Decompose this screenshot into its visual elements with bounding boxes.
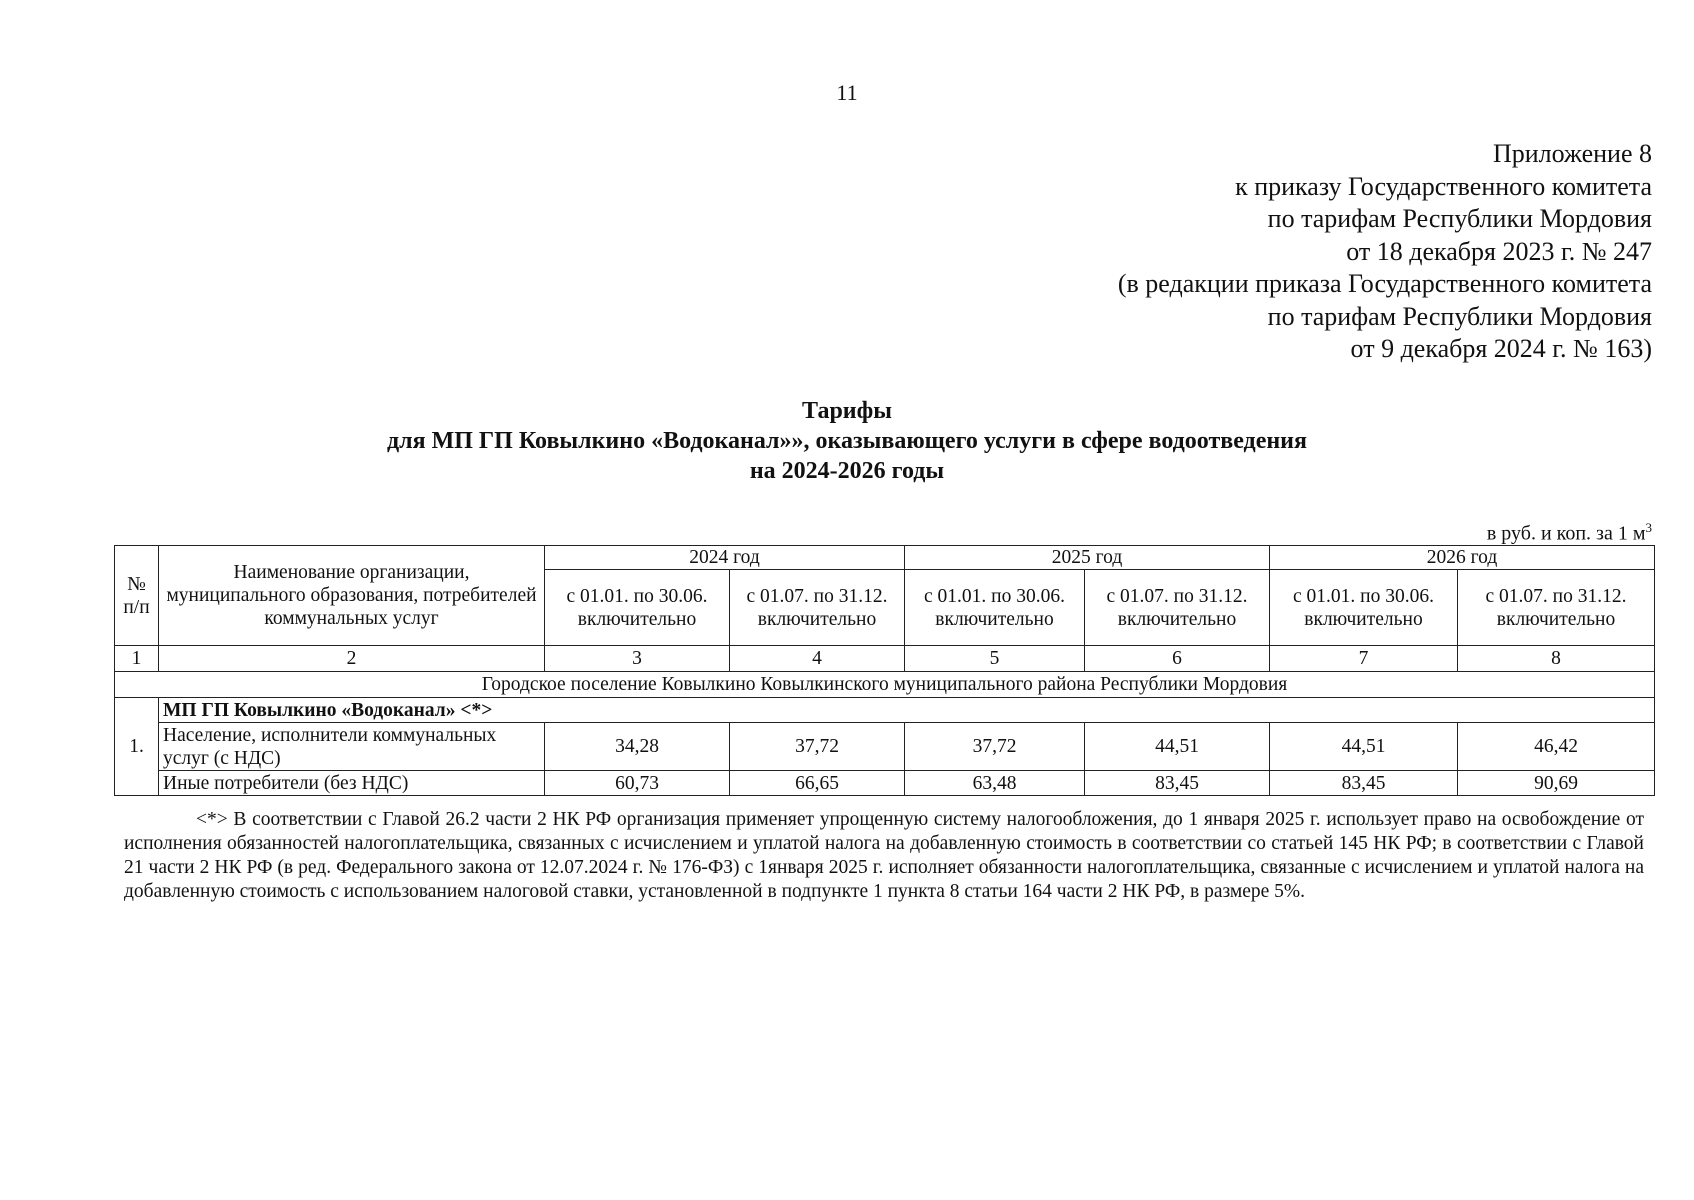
title-line-2: для МП ГП Ковылкино «Водоканал»», оказывающего услуги в сфере водоотведения bbox=[386, 428, 1307, 454]
appendix-block bbox=[752, 138, 1652, 366]
tariff-value: 44,51 bbox=[1085, 723, 1270, 771]
tariff-value: 60,73 bbox=[545, 771, 730, 796]
tariff-value: 83,45 bbox=[1270, 771, 1458, 796]
organization-name: МП ГП Ковылкино «Водоканал» <*> bbox=[159, 698, 1655, 723]
header-period: с 01.01. по 30.06. включительно bbox=[1270, 570, 1458, 646]
title-line-1: Тарифы bbox=[802, 398, 892, 424]
appendix-line: от 18 декабря 2023 г. № 247 bbox=[1346, 236, 1652, 266]
column-number: 1 bbox=[115, 646, 159, 672]
column-number: 5 bbox=[905, 646, 1085, 672]
header-period: с 01.01. по 30.06. включительно bbox=[545, 570, 730, 646]
column-number-row bbox=[115, 646, 1655, 672]
appendix-line: от 9 декабря 2024 г. № 163) bbox=[1350, 334, 1652, 363]
tariff-value: 34,28 bbox=[545, 723, 730, 771]
header-period: с 01.07. по 31.12. включительно bbox=[1458, 570, 1655, 646]
appendix-line: по тарифам Республики Мордовия bbox=[1267, 301, 1652, 331]
units-note bbox=[1487, 520, 1652, 546]
tariff-value: 44,51 bbox=[1270, 723, 1458, 771]
column-number: 8 bbox=[1458, 646, 1655, 672]
footnote bbox=[124, 808, 1644, 904]
tariff-value: 63,48 bbox=[905, 771, 1085, 796]
tariff-value: 90,69 bbox=[1458, 771, 1655, 796]
section-row bbox=[115, 672, 1655, 698]
header-name: Наименование организации, муниципального образования, потребителей коммунальных услуг bbox=[159, 546, 545, 646]
tariff-value: 37,72 bbox=[905, 723, 1085, 771]
tariff-table bbox=[114, 545, 1655, 796]
header-period: с 01.07. по 31.12. включительно bbox=[1085, 570, 1270, 646]
section-title: Городское поселение Ковылкино Ковылкинского муниципального района Республики Мордовия bbox=[115, 672, 1655, 698]
column-number: 6 bbox=[1085, 646, 1270, 672]
appendix-line: Приложение 8 bbox=[1492, 139, 1652, 168]
title-line-3: на 2024-2026 годы bbox=[749, 458, 945, 484]
appendix-line: (в редакции приказа Государственного комитета bbox=[1117, 269, 1652, 298]
appendix-line: к приказу Государственного комитета bbox=[1235, 171, 1652, 201]
tariff-value: 66,65 bbox=[730, 771, 905, 796]
footnote-text: <*> В соответствии с Главой 26.2 части 2 НК РФ организация применяет упрощенную систему налогообложения, до 1 января 2025 г. использует право на освобождение от исполнения обязанностей налогоплательщика, связанных с исчислением и уплатой налога на добавленную стоимость в соответствии со статьей 145 НК РФ; в соответствии с Главой 21 части 2 НК РФ (в ред. Федерального закона от 12.07.2024 г. № 176-ФЗ) с 1января 2025 г. исполняет обязанности налогоплательщика, связанные с исчислением и уплатой налога на добавленную стоимость с использованием налоговой ставки, установленной в подпункте 1 пункта 8 статьи 164 части 2 НК РФ, в размере 5%. bbox=[124, 809, 1644, 902]
column-number: 4 bbox=[730, 646, 905, 672]
column-number: 2 bbox=[159, 646, 545, 672]
units-superscript: 3 bbox=[1645, 520, 1652, 535]
header-num: № п/п bbox=[115, 546, 159, 646]
appendix-line: по тарифам Республики Мордовия bbox=[1267, 204, 1652, 233]
table-row bbox=[115, 771, 1655, 796]
units-text: в руб. и коп. за 1 м bbox=[1486, 522, 1646, 545]
header-year: 2024 год bbox=[545, 546, 905, 570]
header-row-years bbox=[115, 546, 1655, 570]
table-row bbox=[115, 723, 1655, 771]
tariff-value: 46,42 bbox=[1458, 723, 1655, 771]
tariff-value: 37,72 bbox=[730, 723, 905, 771]
header-period: с 01.07. по 31.12. включительно bbox=[730, 570, 905, 646]
header-year: 2026 год bbox=[1270, 546, 1655, 570]
column-number: 3 bbox=[545, 646, 730, 672]
consumer-label: Население, исполнители коммунальных услуг (с НДС) bbox=[159, 723, 545, 771]
page-number: 11 bbox=[836, 80, 858, 105]
row-number: 1. bbox=[115, 698, 159, 796]
header-period: с 01.01. по 30.06. включительно bbox=[905, 570, 1085, 646]
column-number: 7 bbox=[1270, 646, 1458, 672]
organization-row bbox=[115, 698, 1655, 723]
tariff-value: 83,45 bbox=[1085, 771, 1270, 796]
consumer-label: Иные потребители (без НДС) bbox=[159, 771, 545, 796]
header-year: 2025 год bbox=[905, 546, 1270, 570]
document-title bbox=[0, 396, 1694, 486]
